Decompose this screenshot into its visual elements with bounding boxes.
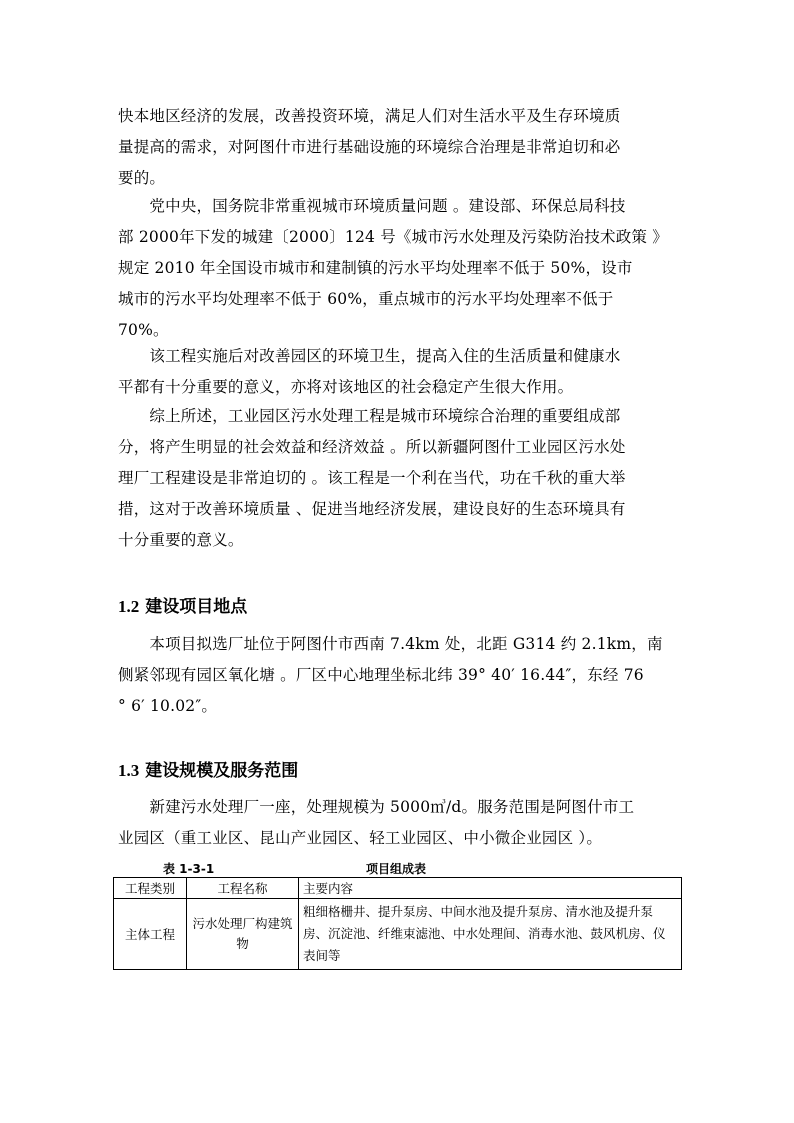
section-heading-1-2	[118, 592, 247, 617]
text-line: 措，这对于改善环境质量 、促进当地经济发展，建设良好的生态环境具有	[118, 500, 626, 518]
text-line: 侧紧邻现有园区氧化塘 。厂区中心地理坐标北纬 39° 40′ 16.44″，东经 76	[118, 666, 644, 684]
paragraph-site-location	[118, 629, 680, 722]
text-line: 平都有十分重要的意义，亦将对该地区的社会稳定产生很大作用。	[118, 378, 574, 396]
section-heading-1-3	[118, 756, 298, 781]
text-line: 该工程实施后对改善园区的环境卫生，提高入住的生活质量和健康水	[118, 347, 621, 365]
table-title: 项目组成表	[366, 862, 427, 876]
text-line: 本项目拟选厂址位于阿图什市西南 7.4km 处，北距 G314 约 2.1km，南	[118, 635, 663, 653]
table-row	[114, 899, 682, 970]
section-title: 建设项目地点	[145, 597, 248, 617]
text-line: 城市的污水平均处理率不低于 60%，重点城市的污水平均处理率不低于	[118, 290, 614, 308]
header-name: 工程名称	[187, 878, 299, 899]
header-category: 工程类别	[114, 878, 187, 899]
paragraph-scale-scope	[118, 792, 680, 854]
paragraph-4	[118, 401, 680, 556]
section-number: 1.3	[118, 761, 140, 780]
section-number: 1.2	[118, 597, 140, 616]
cell-name: 污水处理厂构建筑物	[187, 899, 299, 970]
text-line: 分，将产生明显的社会效益和经济效益 。所以新疆阿图什工业园区污水处	[118, 438, 626, 456]
text-line: 业园区（重工业区、昆山产业园区、轻工业园区、中小微企业园区 ）。	[118, 829, 603, 847]
table-header-row	[114, 878, 682, 899]
paragraph-1	[118, 101, 680, 194]
section-title: 建设规模及服务范围	[145, 761, 299, 781]
cell-content: 粗细格栅井、提升泵房、中间水池及提升泵房、清水池及提升泵房、沉淀池、纤维束滤池、中水处理间、消毒水池、鼓风机房、仪表间等	[299, 899, 682, 970]
paragraph-3	[118, 341, 680, 403]
text-line: 十分重要的意义。	[118, 531, 244, 549]
header-content: 主要内容	[299, 878, 682, 899]
text-line: ° 6′ 10.02″。	[118, 697, 218, 715]
text-line: 量提高的需求，对阿图什市进行基础设施的环境综合治理是非常迫切和必	[118, 138, 621, 156]
paragraph-2	[118, 191, 680, 346]
table-number: 表 1-3-1	[163, 862, 215, 876]
text-line: 快本地区经济的发展，改善投资环境，满足人们对生活水平及生存环境质	[118, 107, 621, 125]
text-line: 党中央，国务院非常重视城市环境质量问题 。建设部、环保总局科技	[118, 197, 626, 215]
text-line: 规定 2010 年全国设市城市和建制镇的污水平均处理率不低于 50%，设市	[118, 259, 633, 277]
text-line: 70%。	[118, 321, 169, 339]
text-line: 要的。	[118, 169, 166, 187]
project-composition-table	[113, 877, 682, 970]
text-line: 新建污水处理厂一座，处理规模为 5000㎥/d。服务范围是阿图什市工	[118, 798, 635, 816]
text-line: 理厂工程建设是非常迫切的 。该工程是一个利在当代，功在千秋的重大举	[118, 469, 626, 487]
text-line: 综上所述，工业园区污水处理工程是城市环境综合治理的重要组成部	[118, 407, 621, 425]
text-line: 部 2000年下发的城建〔2000〕124 号《城市污水处理及污染防治技术政策 》	[118, 228, 668, 246]
cell-category: 主体工程	[114, 899, 187, 970]
